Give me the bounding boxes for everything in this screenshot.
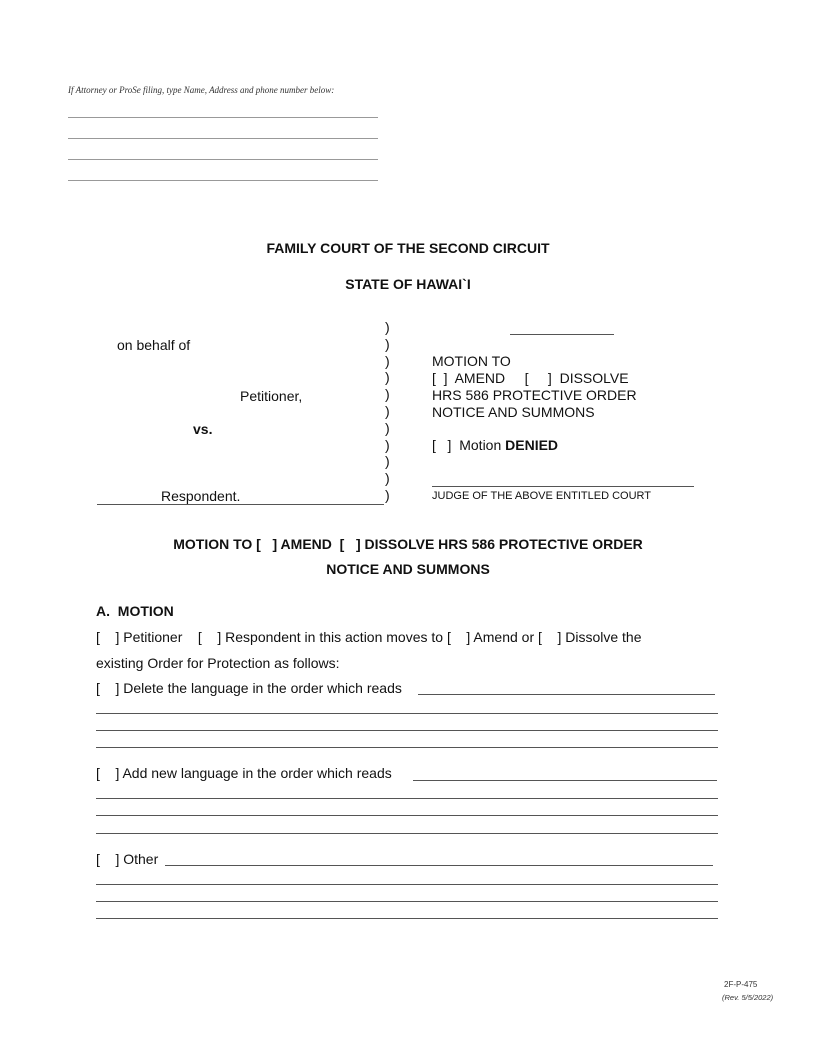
- add-answer-line-0[interactable]: [413, 780, 717, 781]
- other-answer-line-2[interactable]: [96, 901, 718, 902]
- court-state: STATE OF HAWAI`I: [345, 276, 471, 292]
- denied-word: DENIED: [505, 437, 559, 453]
- other-answer-line-0[interactable]: [165, 865, 713, 866]
- respondent-line[interactable]: [97, 504, 384, 505]
- attorney-line-2[interactable]: [68, 138, 378, 139]
- motion-denied-checkbox[interactable]: [432, 437, 558, 454]
- section-a-existing-order: existing Order for Protection as follows:: [96, 655, 340, 671]
- attorney-line-1[interactable]: [68, 117, 378, 118]
- other-checkbox[interactable]: [ ] Other: [96, 851, 159, 867]
- motion-to-label: MOTION TO: [432, 353, 511, 369]
- other-answer-line-1[interactable]: [96, 884, 718, 885]
- case-number-line[interactable]: [510, 334, 614, 335]
- delete-answer-line-2[interactable]: [96, 730, 718, 731]
- vs-label: vs.: [193, 421, 213, 437]
- judge-signature-line[interactable]: [432, 486, 694, 487]
- attorney-line-3[interactable]: [68, 159, 378, 160]
- court-name: FAMILY COURT OF THE SECOND CIRCUIT: [266, 240, 550, 256]
- notice-summons-label: NOTICE AND SUMMONS: [432, 404, 595, 420]
- petitioner-label: Petitioner,: [240, 388, 303, 404]
- add-language-checkbox[interactable]: [ ] Add new language in the order which reads: [96, 765, 392, 781]
- delete-answer-line-1[interactable]: [96, 713, 718, 714]
- attorney-line-4[interactable]: [68, 180, 378, 181]
- on-behalf-of-label: on behalf of: [117, 337, 191, 353]
- section-a-heading: A. MOTION: [96, 603, 174, 619]
- add-answer-line-2[interactable]: [96, 815, 718, 816]
- other-answer-line-3[interactable]: [96, 918, 718, 919]
- hrs-order-label: HRS 586 PROTECTIVE ORDER: [432, 387, 637, 403]
- add-answer-line-1[interactable]: [96, 798, 718, 799]
- form-number: 2F-P-475: [724, 980, 758, 989]
- caption-divider-parens: ) ) ) ) ) ) ) ) ) ) ): [385, 319, 390, 503]
- form-revision: (Rev. 5/5/2022): [722, 993, 774, 1002]
- denied-prefix: [ ] Motion: [432, 437, 506, 453]
- respondent-label: Respondent.: [161, 488, 241, 504]
- doc-title-line-1: MOTION TO [ ] AMEND [ ] DISSOLVE HRS 586 PROTECTIVE ORDER: [173, 536, 643, 552]
- judge-label: JUDGE OF THE ABOVE ENTITLED COURT: [432, 490, 652, 502]
- amend-dissolve-checkboxes[interactable]: [ ] AMEND [ ] DISSOLVE: [432, 370, 629, 386]
- add-answer-line-3[interactable]: [96, 833, 718, 834]
- attorney-instruction: If Attorney or ProSe filing, type Name, Address and phone number below:: [68, 85, 335, 95]
- delete-language-checkbox[interactable]: [ ] Delete the language in the order which reads: [96, 680, 402, 696]
- doc-title-line-2: NOTICE AND SUMMONS: [326, 561, 490, 577]
- delete-answer-line-0[interactable]: [418, 694, 715, 695]
- delete-answer-line-3[interactable]: [96, 747, 718, 748]
- section-a-parties-line[interactable]: [ ] Petitioner [ ] Respondent in this action moves to [ ] Amend or [ ] Dissolve the: [96, 629, 642, 645]
